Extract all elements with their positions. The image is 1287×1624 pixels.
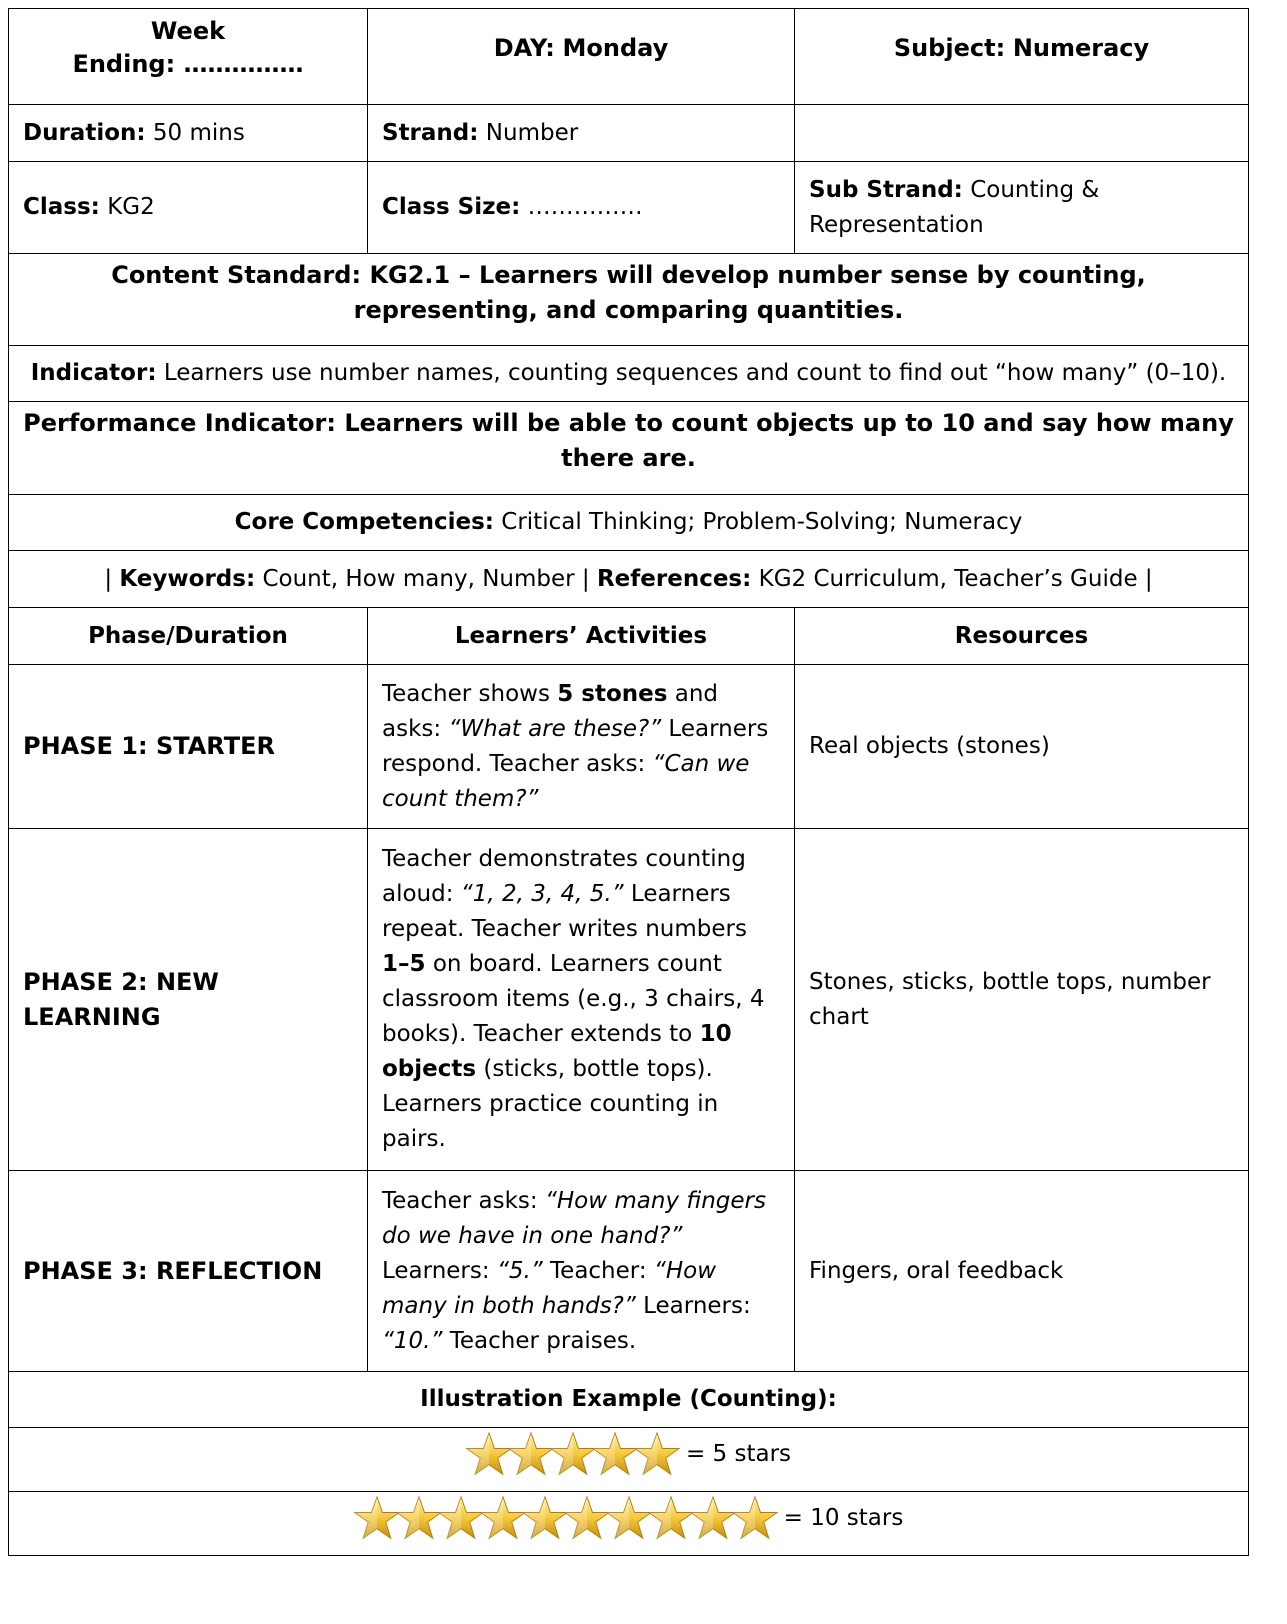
- core-competencies-cell: [9, 495, 1249, 551]
- day-label: DAY:: [493, 34, 555, 62]
- phase-resources: Real objects (stones): [795, 665, 1249, 829]
- header-row: [9, 9, 1249, 105]
- class-row: [9, 162, 1249, 254]
- phase-name: PHASE 1: STARTER: [9, 665, 368, 829]
- references-label: References:: [596, 565, 752, 592]
- keywords-text: Count, How many, Number: [262, 565, 575, 592]
- week-label: Week: [150, 17, 226, 45]
- star-group: [354, 1495, 774, 1541]
- activity-quote: “1, 2, 3, 4, 5.”: [460, 881, 624, 907]
- pipe: |: [581, 565, 590, 592]
- day-value: Monday: [562, 34, 669, 62]
- ending-label: Ending: ……………: [72, 50, 304, 78]
- stars-cell: [9, 1428, 1249, 1492]
- core-competencies-text: Critical Thinking; Problem-Solving; Numeracy: [501, 509, 1023, 535]
- performance-indicator: Performance Indicator: Learners will be able to count objects up to 10 and say how many there are.: [9, 402, 1249, 495]
- subject-value: Numeracy: [1012, 34, 1150, 62]
- activity-text: Learners:: [382, 1257, 497, 1284]
- phase-row: [9, 665, 1249, 829]
- strand-label: Strand:: [382, 119, 479, 146]
- sub-strand-cell: [795, 162, 1249, 254]
- indicator-row: [9, 346, 1249, 402]
- star-icon: [690, 1495, 736, 1541]
- activity-bold: 1–5: [382, 951, 426, 977]
- star-icon: [648, 1495, 694, 1541]
- indicator-label: Indicator:: [30, 360, 157, 386]
- activity-quote: “5.”: [496, 1257, 543, 1284]
- star-icon: [438, 1495, 484, 1541]
- strand-value: Number: [485, 119, 579, 146]
- day-cell: [368, 9, 795, 105]
- activity-bold: 10 objects: [382, 1021, 732, 1082]
- phase-resources: Fingers, oral feedback: [795, 1171, 1249, 1372]
- phase-activity: [368, 829, 795, 1171]
- stars-row-5: [9, 1428, 1249, 1492]
- star-icon: [564, 1495, 610, 1541]
- phase-resources: Stones, sticks, bottle tops, number chart: [795, 829, 1249, 1171]
- activity-text: (sticks, bottle tops). Learners practice counting in pairs.: [382, 1056, 719, 1152]
- star-icon: [466, 1431, 512, 1477]
- star-icon: [480, 1495, 526, 1541]
- star-count-label: = 10 stars: [783, 1504, 904, 1531]
- duration-label: Duration:: [23, 119, 146, 146]
- keywords-row: [9, 551, 1249, 608]
- activity-text: Learners:: [635, 1292, 751, 1319]
- stars-cell: [9, 1492, 1249, 1556]
- indicator-cell: [9, 346, 1249, 402]
- activity-text: and asks:: [382, 680, 719, 742]
- star-count-label: = 5 stars: [685, 1440, 792, 1467]
- star-icon: [606, 1495, 652, 1541]
- duration-row: [9, 105, 1249, 162]
- week-ending-cell: [9, 9, 368, 105]
- activity-quote: “How many in both hands?”: [382, 1257, 716, 1319]
- class-size-label: Class Size:: [382, 194, 521, 220]
- sub-strand-label: Sub Strand:: [809, 176, 963, 203]
- core-competencies-row: [9, 495, 1249, 551]
- star-icon: [732, 1495, 778, 1541]
- star-icon: [354, 1495, 400, 1541]
- activity-text: Teacher shows: [382, 680, 558, 707]
- pipe: |: [104, 565, 113, 592]
- class-cell: [9, 162, 368, 254]
- content-standard: Content Standard: KG2.1 – Learners will develop number sense by counting, representing, and comparing quantities.: [9, 254, 1249, 346]
- column-header-activities: Learners’ Activities: [368, 608, 795, 665]
- column-header-resources: Resources: [795, 608, 1249, 665]
- activity-text: Teacher demonstrates counting aloud:: [382, 846, 746, 907]
- subject-label: Subject:: [893, 34, 1006, 62]
- sub-strand-value: Counting & Representation: [809, 176, 1100, 238]
- performance-indicator-row: [9, 402, 1249, 495]
- class-label: Class:: [23, 194, 100, 220]
- activity-text: Learners respond. Teacher asks:: [382, 715, 769, 777]
- column-header-row: [9, 608, 1249, 665]
- star-icon: [522, 1495, 568, 1541]
- illustration-title-row: [9, 1372, 1249, 1428]
- subject-cell: [795, 9, 1249, 105]
- phase-activity: [368, 1171, 795, 1372]
- illustration-title: Illustration Example (Counting):: [9, 1372, 1249, 1428]
- phase-activity: [368, 665, 795, 829]
- star-icon: [396, 1495, 442, 1541]
- activity-quote: “10.”: [382, 1327, 443, 1354]
- activity-text: Teacher:: [542, 1257, 654, 1284]
- activity-text: Learners repeat. Teacher writes numbers: [382, 881, 747, 942]
- star-icon: [508, 1431, 554, 1477]
- activity-text: Teacher praises.: [442, 1327, 637, 1354]
- star-icon: [634, 1431, 680, 1477]
- phase-name: PHASE 2: NEW LEARNING: [9, 829, 368, 1171]
- class-size-value: ……………: [527, 194, 643, 220]
- star-group: [466, 1431, 676, 1477]
- activity-bold: 5 stones: [557, 680, 668, 707]
- empty-cell: [795, 105, 1249, 162]
- pipe: |: [1144, 565, 1153, 592]
- references-text: KG2 Curriculum, Teacher’s Guide: [758, 565, 1138, 592]
- star-line: [466, 1431, 791, 1477]
- class-value: KG2: [107, 194, 155, 220]
- column-header-phase: Phase/Duration: [9, 608, 368, 665]
- star-line: [354, 1495, 904, 1541]
- activity-text: Teacher asks:: [382, 1187, 545, 1214]
- content-standard-row: [9, 254, 1249, 346]
- activity-text: on board. Learners count classroom items (e.g., 3 chairs, 4 books). Teacher extends to: [382, 951, 765, 1047]
- lesson-plan-table: [8, 8, 1249, 1556]
- duration-cell: [9, 105, 368, 162]
- activity-quote: “Can we count them?”: [382, 750, 750, 812]
- keywords-cell: [9, 551, 1249, 608]
- phase-name: PHASE 3: REFLECTION: [9, 1171, 368, 1372]
- phase-row: [9, 829, 1249, 1171]
- duration-value: 50 mins: [152, 119, 245, 146]
- strand-cell: [368, 105, 795, 162]
- activity-quote: “What are these?”: [448, 715, 662, 742]
- core-competencies-label: Core Competencies:: [234, 509, 494, 535]
- stars-row-10: [9, 1492, 1249, 1556]
- keywords-label: Keywords:: [119, 565, 256, 592]
- star-icon: [550, 1431, 596, 1477]
- class-size-cell: [368, 162, 795, 254]
- indicator-text: Learners use number names, counting sequences and count to find out “how many” (0–10).: [163, 360, 1227, 386]
- phase-row: [9, 1171, 1249, 1372]
- activity-quote: “How many fingers do we have in one hand?”: [382, 1187, 766, 1249]
- star-icon: [592, 1431, 638, 1477]
